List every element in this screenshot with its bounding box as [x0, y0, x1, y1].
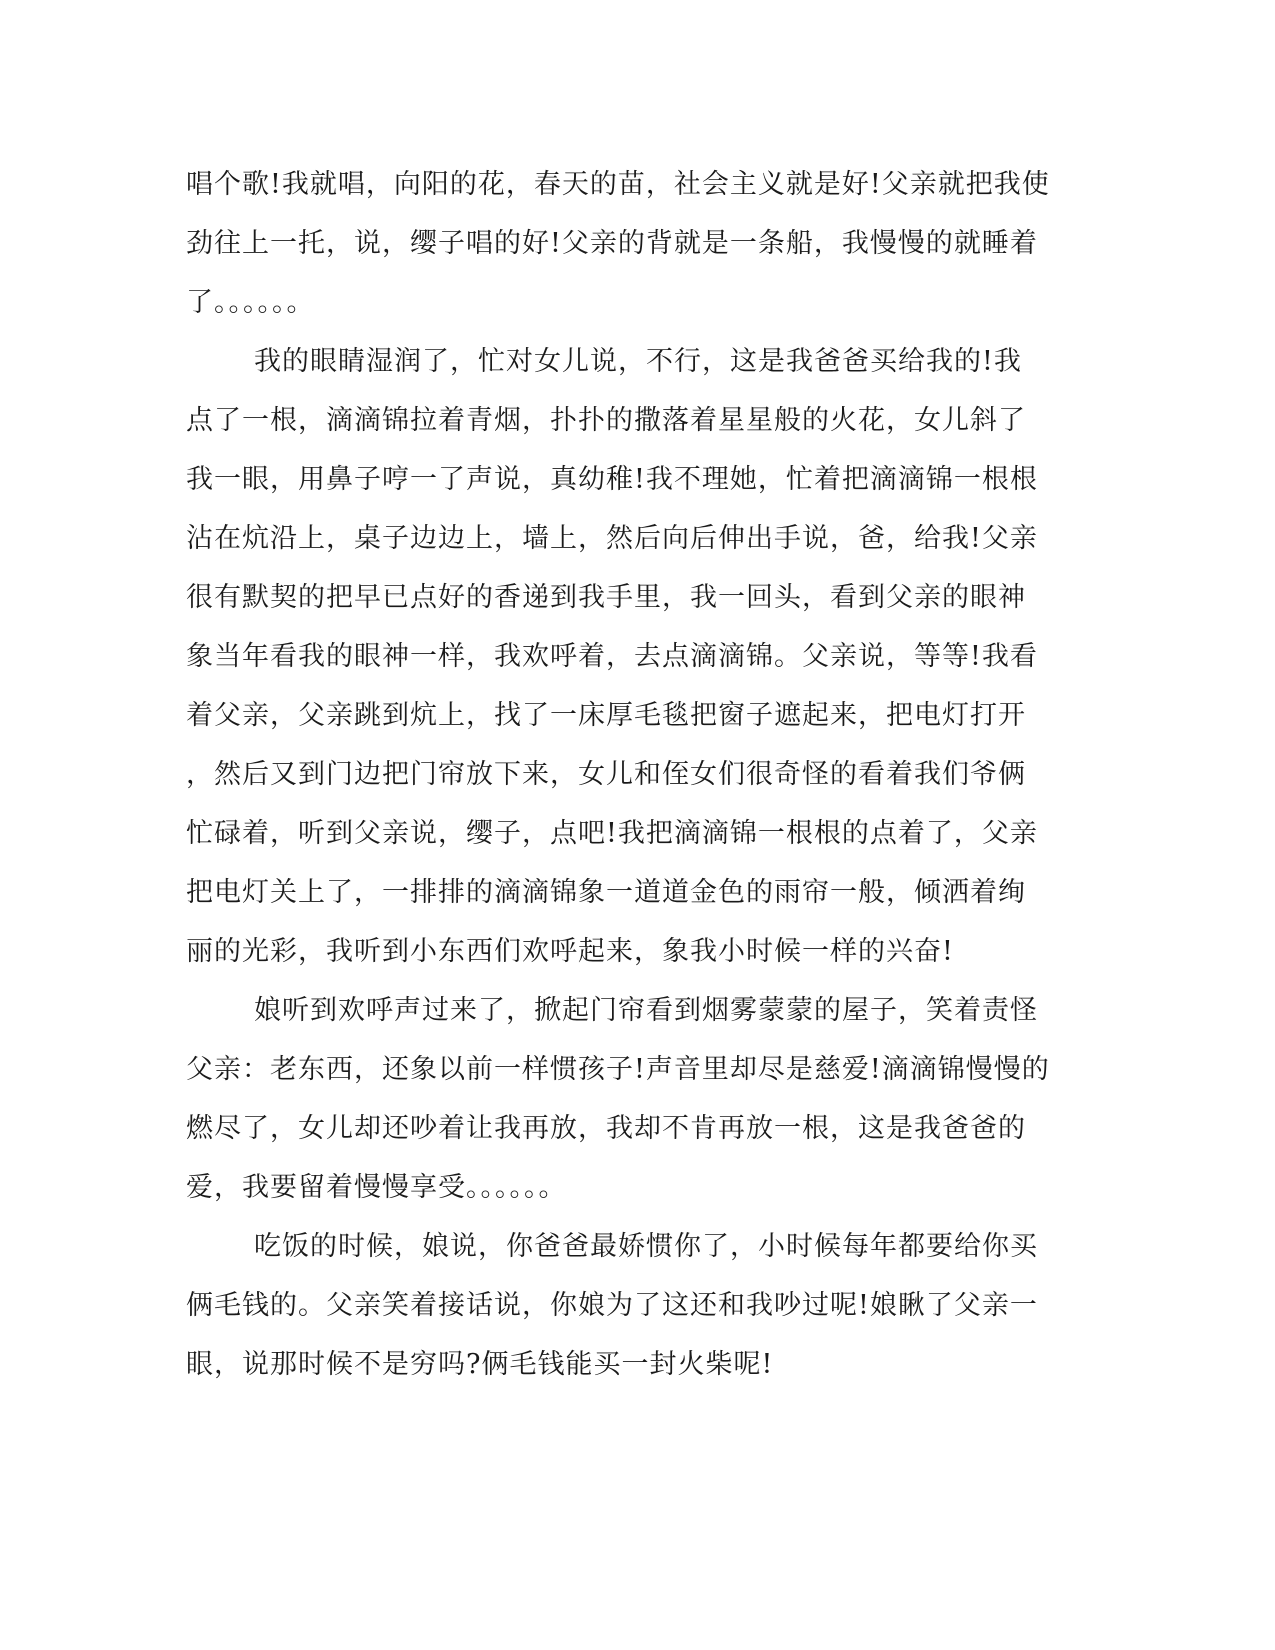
paragraph-first-line: 吃饭的时候，娘说，你爸爸最娇惯你了，小时候每年都要给你买 — [254, 1231, 1038, 1262]
text-line: 唱个歌!我就唱，向阳的花，春天的苗，社会主义就是好!父亲就把我使 — [186, 169, 1050, 200]
text-line: 我一眼，用鼻子哼一了声说，真幼稚!我不理她，忙着把滴滴锦一根根 — [186, 464, 1038, 495]
text-line: 点了一根，滴滴锦拉着青烟，扑扑的撒落着星星般的火花，女儿斜了 — [186, 405, 1026, 436]
text-line: 燃尽了，女儿却还吵着让我再放，我却不肯再放一根，这是我爸爸的 — [186, 1113, 1026, 1144]
text-line: 父亲：老东西，还象以前一样惯孩子!声音里却尽是慈爱!滴滴锦慢慢的 — [186, 1054, 1050, 1085]
text-line: ，然后又到门边把门帘放下来，女儿和侄女们很奇怪的看着我们爷俩 — [186, 759, 1026, 790]
document-body — [186, 155, 1066, 1394]
paragraph-first-line: 娘听到欢呼声过来了，掀起门帘看到烟雾蒙蒙的屋子，笑着责怪 — [254, 995, 1038, 1026]
text-line: 沾在炕沿上，桌子边边上，墙上，然后向后伸出手说，爸，给我!父亲 — [186, 523, 1038, 554]
text-line: 着父亲，父亲跳到炕上，找了一床厚毛毯把窗子遮起来，把电灯打开 — [186, 700, 1026, 731]
text-line: 劲往上一托，说，缨子唱的好!父亲的背就是一条船，我慢慢的就睡着 — [186, 228, 1038, 259]
text-line: 爱，我要留着慢慢享受。。。。。。 — [186, 1172, 567, 1203]
text-line: 很有默契的把早已点好的香递到我手里，我一回头，看到父亲的眼神 — [186, 582, 1026, 613]
text-line: 俩毛钱的。父亲笑着接话说，你娘为了这还和我吵过呢!娘瞅了父亲一 — [186, 1290, 1038, 1321]
text-line: 忙碌着，听到父亲说，缨子，点吧!我把滴滴锦一根根的点着了，父亲 — [186, 818, 1038, 849]
text-line: 把电灯关上了，一排排的滴滴锦象一道道金色的雨帘一般，倾洒着绚 — [186, 877, 1026, 908]
text-line: 象当年看我的眼神一样，我欢呼着，去点滴滴锦。父亲说，等等!我看 — [186, 641, 1038, 672]
text-line: 眼，说那时候不是穷吗?俩毛钱能买一封火柴呢! — [186, 1349, 774, 1380]
text-line: 了。。。。。。 — [186, 287, 315, 318]
paragraph-first-line: 我的眼睛湿润了，忙对女儿说，不行，这是我爸爸买给我的!我 — [254, 346, 1022, 377]
text-line: 丽的光彩，我听到小东西们欢呼起来，象我小时候一样的兴奋! — [186, 936, 954, 967]
